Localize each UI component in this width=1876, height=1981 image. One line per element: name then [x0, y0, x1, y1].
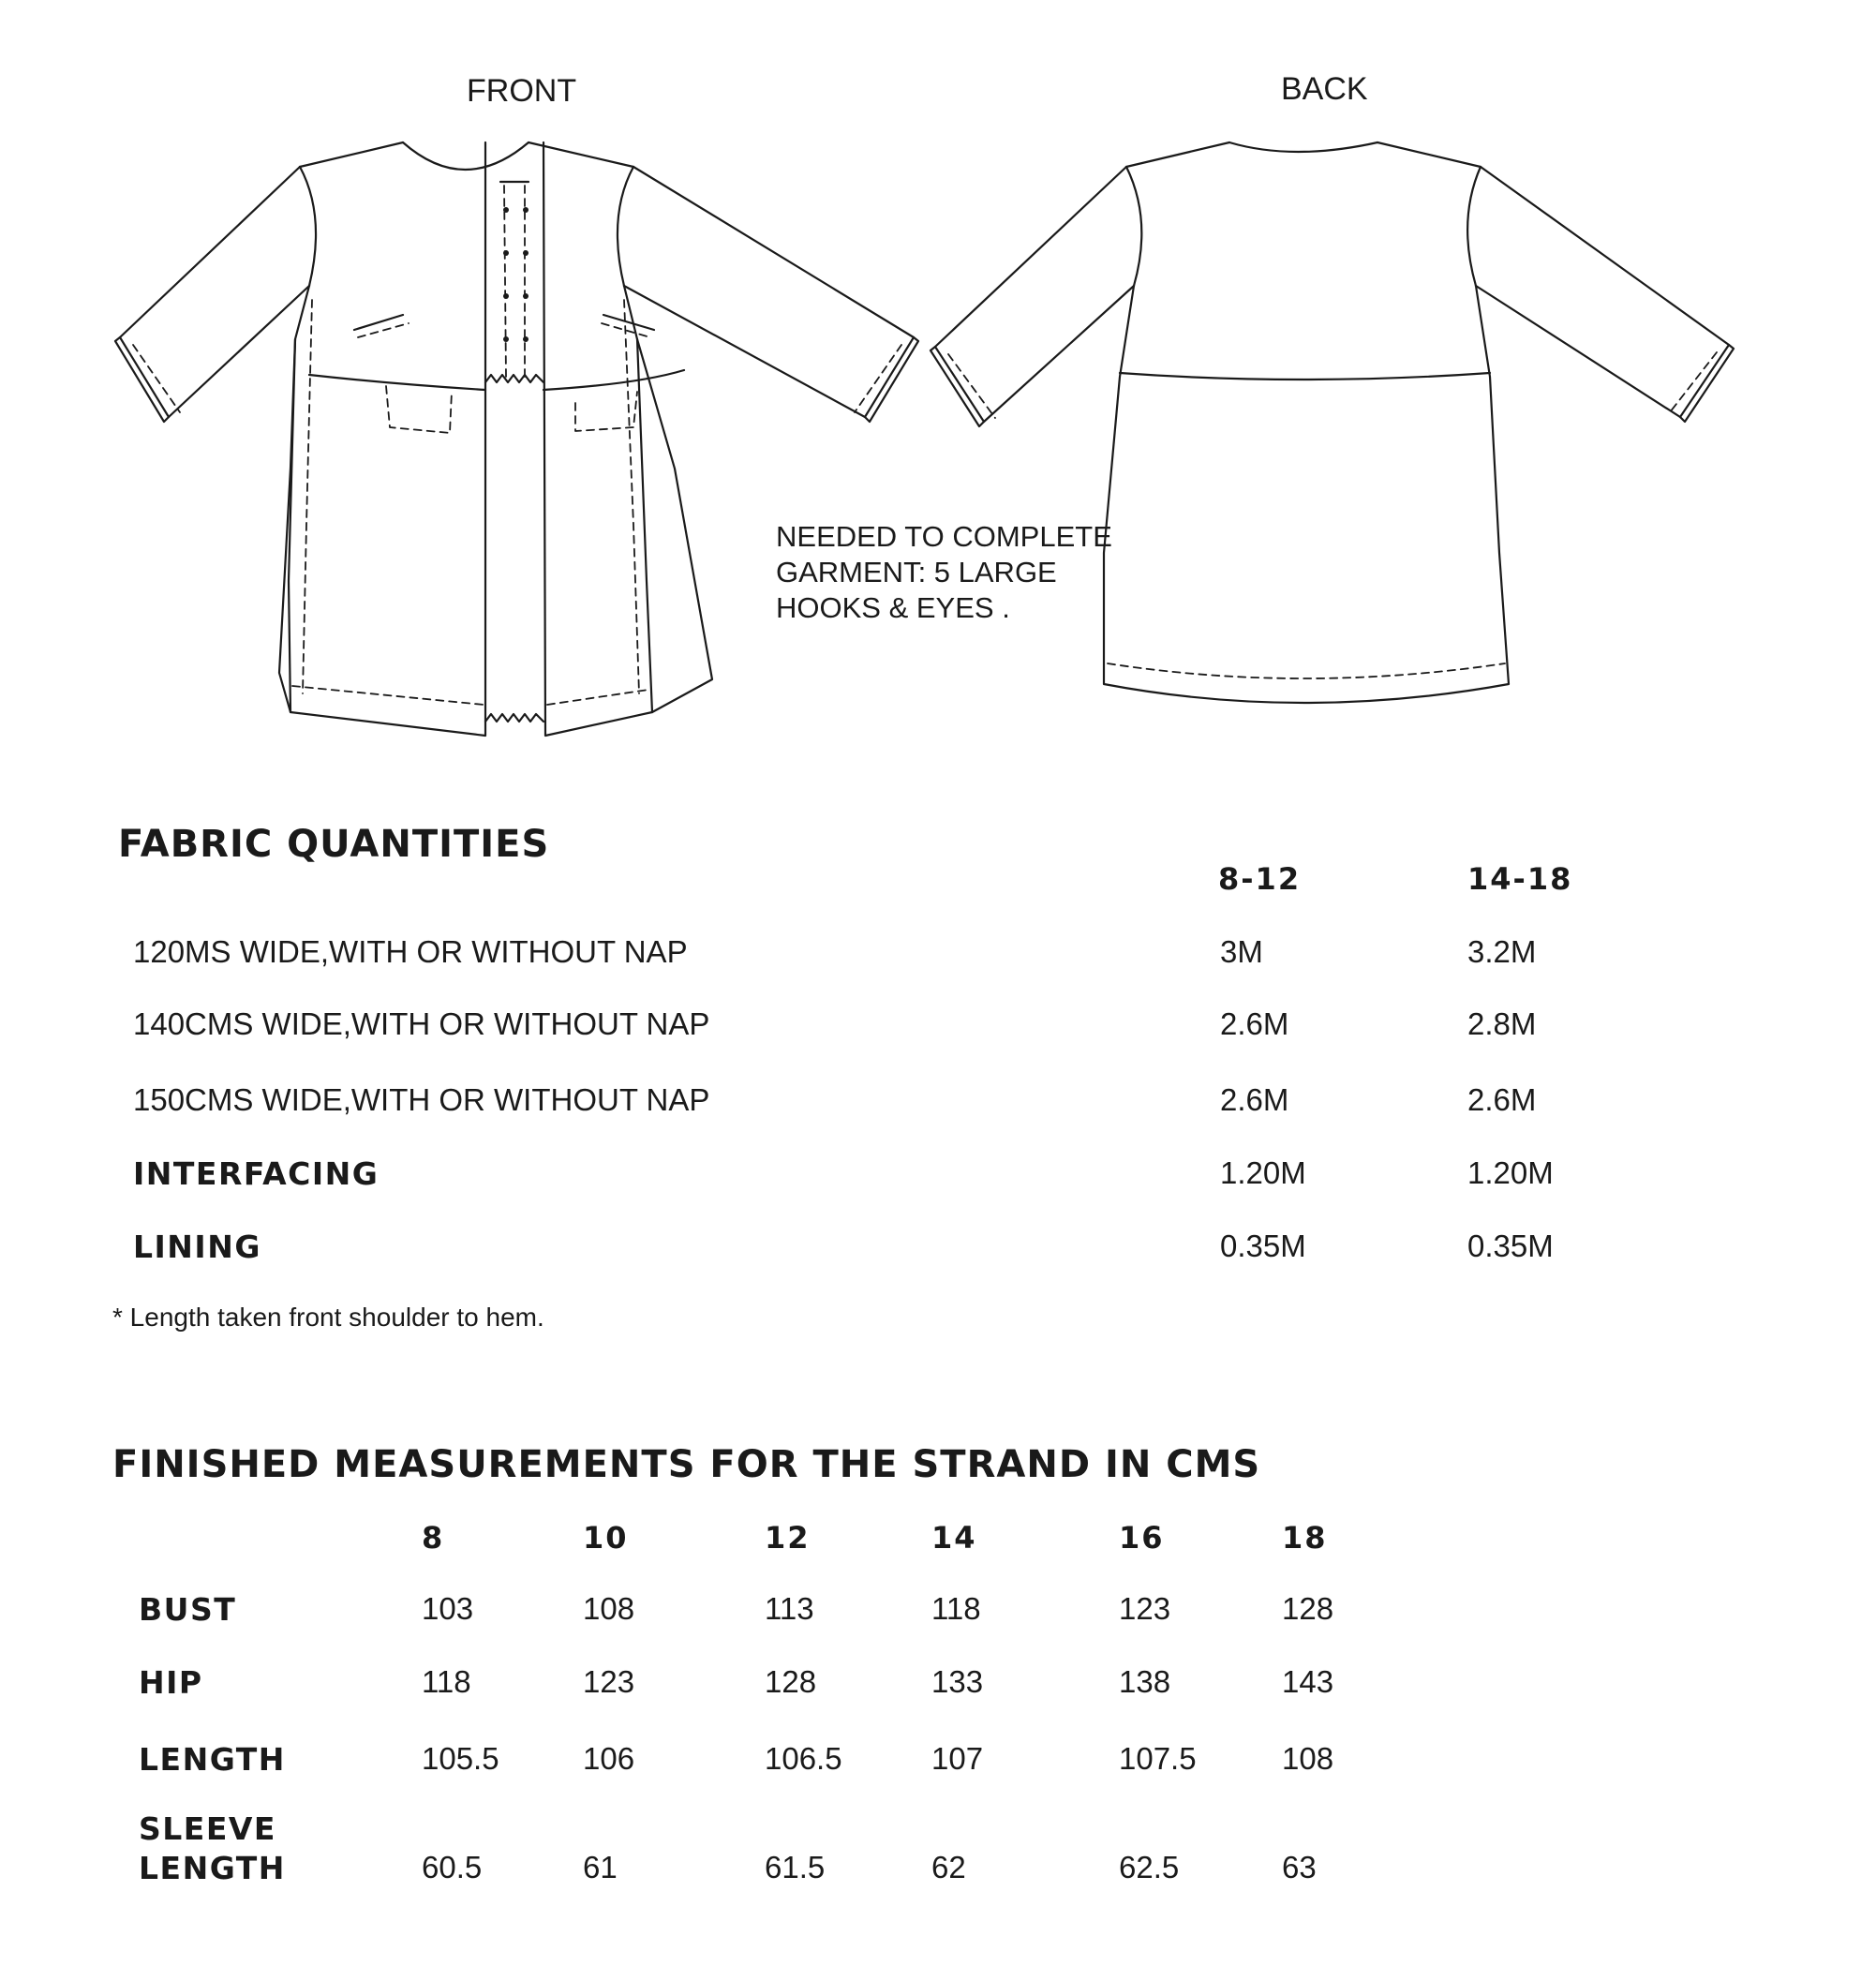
fabric-cell: 3.2M	[1467, 934, 1537, 969]
fabric-cell: 3M	[1220, 934, 1263, 969]
measurement-cell: 62	[931, 1850, 966, 1884]
fabric-cell: 2.6M	[1220, 1006, 1289, 1041]
fabric-footnote: * Length taken front shoulder to hem.	[112, 1303, 544, 1332]
measurement-cell: 107.5	[1119, 1741, 1197, 1776]
size-header: 12	[765, 1520, 811, 1556]
measurement-cell: 128	[1282, 1591, 1334, 1626]
fabric-row-label: INTERFACING	[133, 1155, 380, 1192]
fabric-col-8-12: 8-12	[1218, 861, 1302, 897]
measurement-cell: 133	[931, 1664, 984, 1699]
fabric-cell: 2.6M	[1220, 1082, 1289, 1117]
size-header: 14	[931, 1520, 977, 1556]
measurement-row-label: BUST	[139, 1591, 237, 1628]
fabric-row-label: 120MS WIDE,WITH OR WITHOUT NAP	[133, 934, 688, 969]
measurement-cell: 61	[583, 1850, 618, 1884]
measurement-row-label: LENGTH	[139, 1850, 286, 1886]
measurement-cell: 107	[931, 1741, 984, 1776]
size-header: 16	[1119, 1520, 1165, 1556]
notions-note: NEEDED TO COMPLETE GARMENT: 5 LARGE HOOKS & EYES .	[776, 520, 1112, 624]
measurement-cell: 128	[765, 1664, 817, 1699]
size-header: 8	[422, 1520, 445, 1556]
measurement-cell: 103	[422, 1591, 474, 1626]
fabric-row-label: LINING	[133, 1229, 261, 1265]
measurement-cell: 61.5	[765, 1850, 826, 1884]
front-view-label: FRONT	[467, 73, 577, 109]
size-header: 18	[1282, 1520, 1328, 1556]
fabric-cell: 0.35M	[1467, 1229, 1554, 1263]
measurement-cell: 138	[1119, 1664, 1171, 1699]
measurement-cell: 118	[931, 1591, 981, 1626]
fabric-row-label: 150CMS WIDE,WITH OR WITHOUT NAP	[133, 1082, 710, 1117]
measurement-row-label: SLEEVE	[139, 1810, 276, 1847]
fabric-cell: 0.35M	[1220, 1229, 1306, 1263]
fabric-quantities-title: FABRIC QUANTITIES	[118, 823, 550, 866]
measurement-cell: 108	[583, 1591, 635, 1626]
measurement-cell: 143	[1282, 1664, 1334, 1699]
fabric-cell: 1.20M	[1467, 1155, 1554, 1190]
measurement-cell: 118	[422, 1664, 471, 1699]
measurement-cell: 60.5	[422, 1850, 483, 1884]
front-coat-drawing	[112, 131, 937, 750]
back-coat-drawing	[928, 131, 1752, 750]
fabric-col-14-18: 14-18	[1467, 861, 1573, 897]
measurement-cell: 123	[1119, 1591, 1171, 1626]
measurement-cell: 105.5	[422, 1741, 499, 1776]
measurement-cell: 108	[1282, 1741, 1334, 1776]
measurements-title: FINISHED MEASUREMENTS FOR THE STRAND IN CMS	[112, 1443, 1261, 1486]
measurement-row-label: HIP	[139, 1664, 203, 1701]
measurement-cell: 123	[583, 1664, 635, 1699]
measurement-row-label: LENGTH	[139, 1741, 286, 1778]
fabric-cell: 2.6M	[1467, 1082, 1537, 1117]
size-header: 10	[583, 1520, 629, 1556]
measurement-cell: 113	[765, 1591, 814, 1626]
fabric-cell: 1.20M	[1220, 1155, 1306, 1190]
measurement-cell: 62.5	[1119, 1850, 1180, 1884]
measurement-cell: 106	[583, 1741, 635, 1776]
fabric-row-label: 140CMS WIDE,WITH OR WITHOUT NAP	[133, 1006, 710, 1041]
fabric-cell: 2.8M	[1467, 1006, 1537, 1041]
back-view-label: BACK	[1281, 71, 1368, 107]
measurement-cell: 106.5	[765, 1741, 842, 1776]
measurement-cell: 63	[1282, 1850, 1317, 1884]
